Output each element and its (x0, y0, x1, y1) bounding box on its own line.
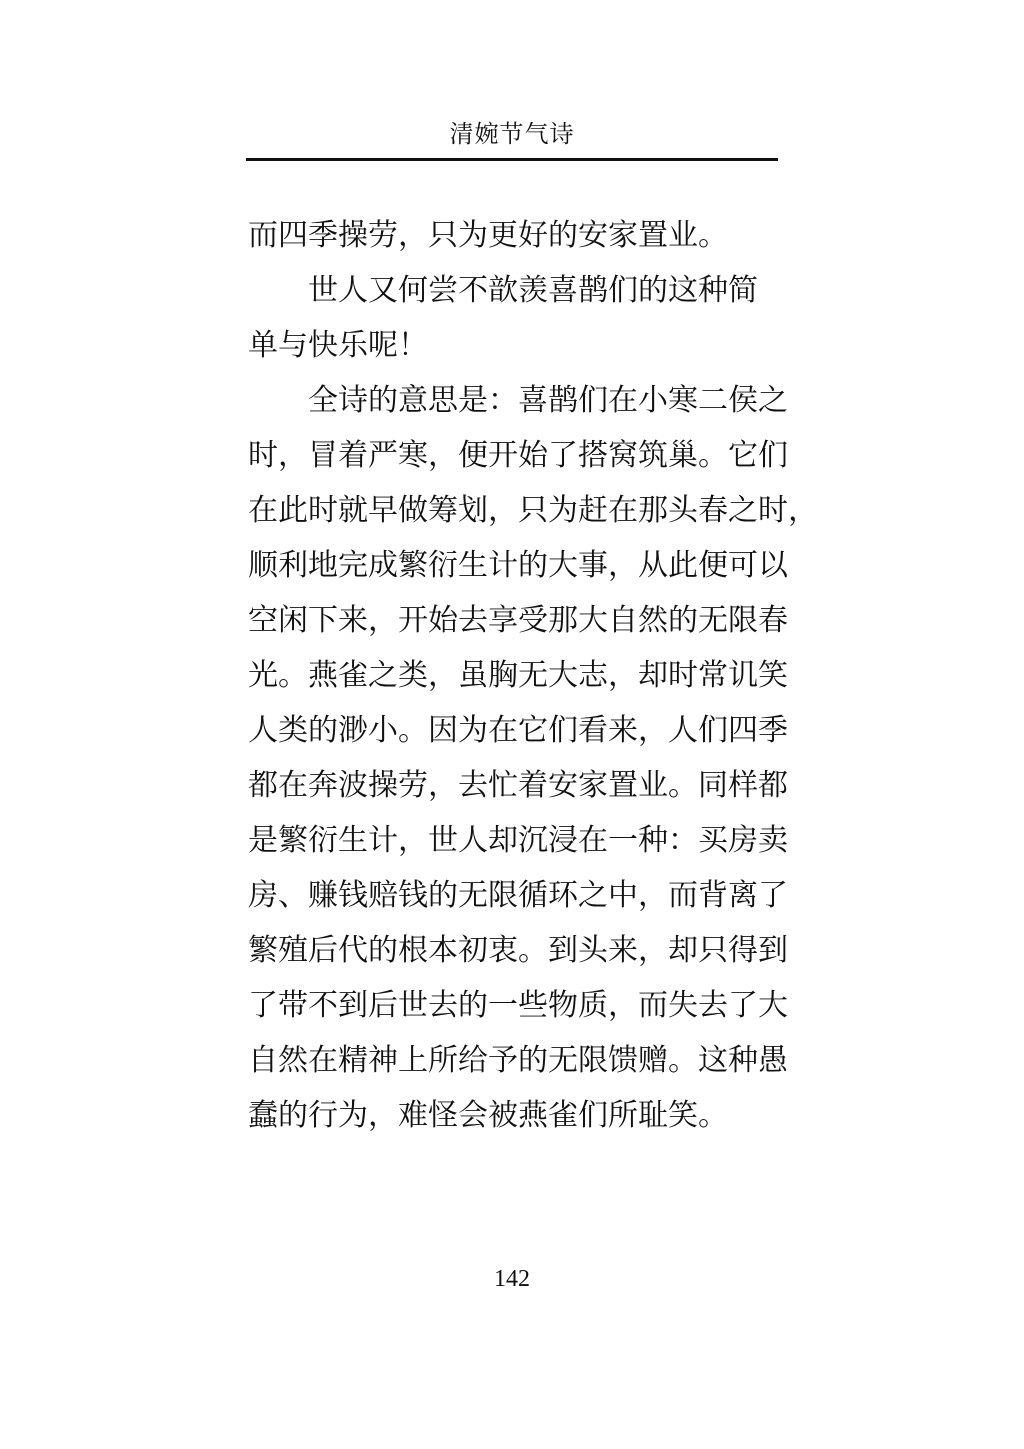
text-line: 自然在精神上所给予的无限馈赠。这种愚 (248, 1043, 788, 1078)
text-line: 世人又何尝不歆羡喜鹊们的这种简 (308, 273, 758, 308)
text-line: 单与快乐呢！ (248, 328, 428, 363)
body-text (248, 208, 818, 1143)
text-line: 房、赚钱赔钱的无限循环之中，而背离了 (248, 878, 788, 913)
text-line: 人类的渺小。因为在它们看来，人们四季 (248, 713, 788, 748)
text-line: 空闲下来，开始去享受那大自然的无限春 (248, 603, 788, 638)
text-line: 蠢的行为，难怪会被燕雀们所耻笑。 (248, 1098, 728, 1133)
text-line: 光。燕雀之类，虽胸无大志，却时常讥笑 (248, 658, 788, 693)
text-line: 全诗的意思是：喜鹊们在小寒二侯之 (308, 383, 788, 418)
text-line: 是繁衍生计，世人却沉浸在一种：买房卖 (248, 823, 788, 858)
text-line: 了带不到后世去的一些物质，而失去了大 (248, 988, 788, 1023)
text-line: 时，冒着严寒，便开始了搭窝筑巢。它们 (248, 438, 788, 473)
text-line: 都在奔波操劳，去忙着安家置业。同样都 (248, 768, 788, 803)
page-number: 142 (494, 1266, 530, 1292)
text-line: 顺利地完成繁衍生计的大事，从此便可以 (248, 548, 788, 583)
text-line: 而四季操劳，只为更好的安家置业。 (248, 218, 728, 253)
running-header: 清婉节气诗 (449, 120, 575, 148)
text-line: 在此时就早做筹划，只为赶在那头春之时， (248, 493, 818, 528)
text-line: 繁殖后代的根本初衷。到头来，却只得到 (248, 933, 788, 968)
header-rule (246, 158, 778, 161)
